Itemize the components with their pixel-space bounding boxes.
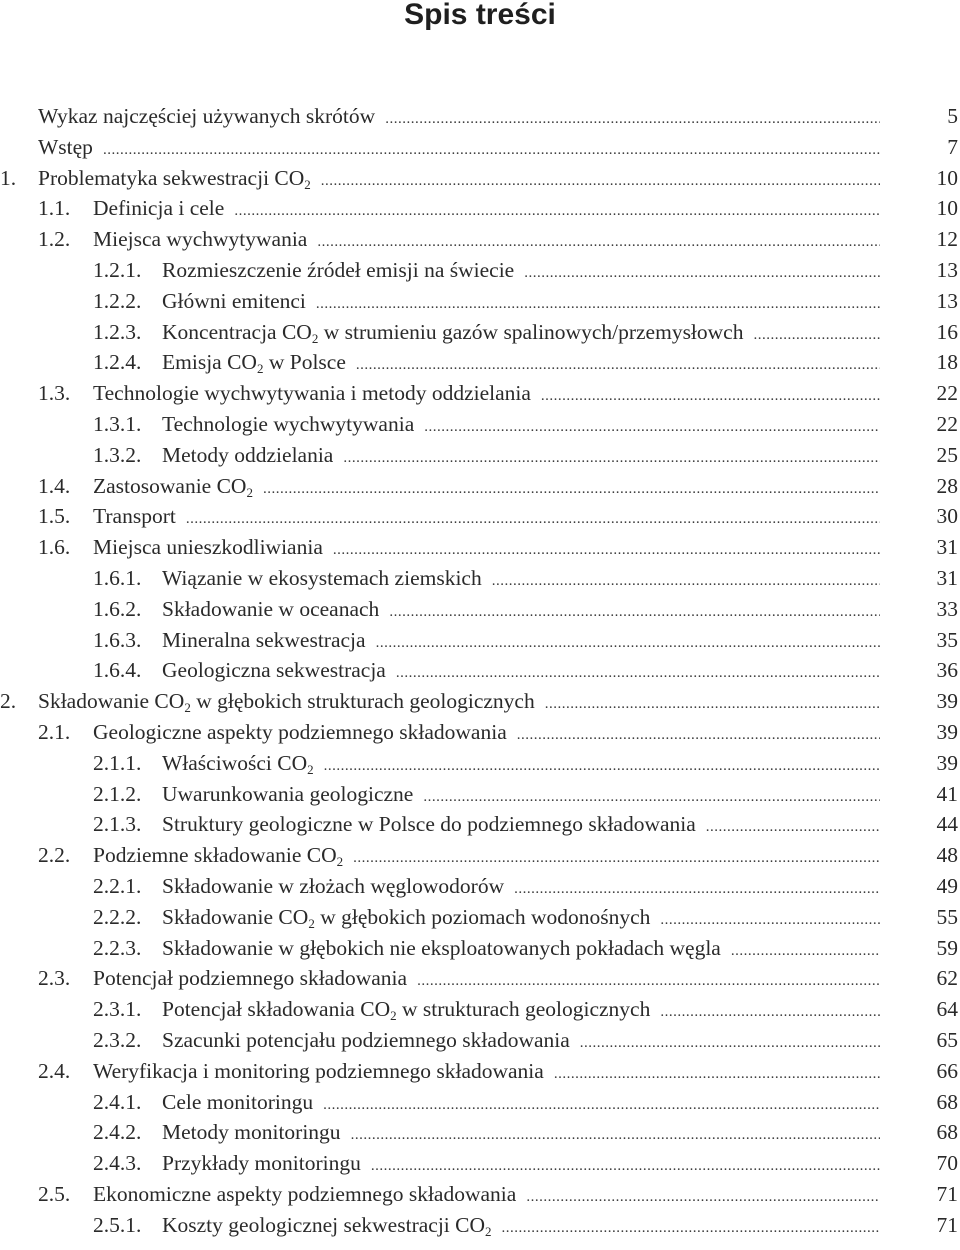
toc-entry-leader [93,471,880,505]
toc-entry [0,1179,960,1210]
toc-entry-leader [162,1025,880,1059]
toc-entry-title-text: Miejsca wychwytywania [93,227,308,252]
toc-entry-leader [162,1210,880,1244]
toc-entry-page-number: 70 [936,1151,958,1176]
toc-entry-leader [38,686,880,720]
toc-entry-page-number: 13 [936,257,958,282]
toc-entry-number: 1.1. [38,196,71,221]
toc-entry-title [93,224,307,255]
dot-leader [502,1213,880,1244]
toc-entry [0,532,960,563]
toc-entry-number: 1.4. [38,473,71,498]
toc-entry-title-text: Wykaz najczęściej używanych skrótów [38,104,376,128]
toc-entry-title [162,748,314,779]
dot-leader [706,812,880,843]
toc-entry-title [162,625,366,656]
toc-entry-title [162,1210,492,1241]
toc-entry [0,809,960,840]
toc-entry-leader [162,655,880,689]
toc-entry-leader [162,286,880,320]
toc-entry-page-number: 10 [936,165,958,190]
toc-entry-title [162,1148,361,1179]
toc-entry-page-number: 31 [936,535,958,560]
toc-entry [0,378,960,409]
toc-entry-title [162,1087,313,1118]
dot-leader [323,1090,880,1121]
toc-entry-title-text: Miejsca unieszkodliwiania [93,535,323,560]
toc-entry-title-text: Technologie wychwytywania i metody oddzielania [93,381,531,406]
toc-entry-leader [162,748,880,782]
toc-entry-leader [162,809,880,843]
subscript: 2 [184,700,191,716]
toc-entry [0,994,960,1025]
toc-entry-title-tail: w strukturach geologicznych [396,997,651,1022]
toc-entry-title-text: Uwarunkowania geologiczne [162,781,414,806]
toc-entry-title-text: Mineralna sekwestracja [162,627,366,652]
dot-leader [524,258,880,289]
dot-leader [263,474,880,505]
toc-entry-title-text: Geologiczna sekwestracja [162,658,386,683]
toc-entry [0,655,960,686]
toc-entry-title-text: Właściwości CO [162,750,308,775]
toc-entry-title [162,871,504,902]
toc-entry-number: 2.1.3. [93,812,142,837]
toc-entry-page-number: 64 [936,997,958,1022]
toc-entry-page-number: 71 [936,1181,958,1206]
toc-entry-title [162,317,743,348]
toc-entry-title-text: Koncentracja CO [162,319,312,344]
toc-entry-title-text: Technologie wychwytywania [162,411,415,436]
toc-entry-number: 1.6.1. [93,565,142,590]
toc-entry-page-number: 49 [936,873,958,898]
dot-leader [423,782,880,813]
toc-entry-title [162,563,482,594]
toc-entry-number: 2.5.1. [93,1212,142,1237]
toc-entry-title-text: Problematyka sekwestracji CO [38,165,305,190]
toc-entry-title-text: Zastosowanie CO [93,473,247,498]
toc-entry-title [93,193,224,224]
toc-entry-number: 2.3. [38,966,71,991]
subscript: 2 [485,1223,492,1239]
toc-entry-number: 1.3.1. [93,411,142,436]
toc-entry-title [162,655,386,686]
toc-entry-leader [162,994,880,1028]
dot-leader [234,196,880,227]
toc-entry-title [93,471,253,502]
toc-entry-page-number: 44 [936,812,958,837]
toc-entry-leader [93,532,880,566]
toc-entry-title-tail: w głębokich poziomach wodonośnych [314,904,651,929]
toc-entry-page-number: 65 [936,1027,958,1052]
toc-entry-title-text: Struktury geologiczne w Polsce do podziemnego składowania [162,812,696,837]
toc-entry-number: 1.6.4. [93,658,142,683]
subscript: 2 [307,761,314,777]
toc-entry [0,317,960,348]
toc-entry-title-text: Składowanie w złożach węglowodorów [162,873,505,898]
toc-entry [0,748,960,779]
dot-leader [492,566,880,597]
toc-entry-leader [162,347,880,381]
toc-entry [0,902,960,933]
toc-entry-page-number: 68 [936,1089,958,1114]
toc-entry-number: 1.2.4. [93,350,142,375]
toc-entry-page-number: 22 [936,381,958,406]
dot-leader [333,535,880,566]
dot-leader [554,1059,880,1090]
table-of-contents [0,101,960,1240]
dot-leader [580,1028,880,1059]
toc-entry-page-number: 28 [936,473,958,498]
dot-leader [514,874,880,905]
toc-entry-leader [162,440,880,474]
toc-entry [0,163,960,194]
page-title: Spis treści [404,0,556,31]
dot-leader [731,936,880,967]
toc-entry-title [162,255,514,286]
toc-entry-leader [38,101,880,135]
toc-entry-title-text: Składowanie CO [162,904,309,929]
toc-entry-title [162,1117,341,1148]
toc-entry-title [162,779,413,810]
toc-entry-title [93,378,531,409]
toc-entry-number: 1.6.3. [93,627,142,652]
toc-entry-leader [93,1056,880,1090]
toc-entry-title [38,132,93,163]
toc-entry-title-tail: w strumieniu gazów spalinowych/przemysłowch [318,319,744,344]
toc-entry-title-tail: w głębokich strukturach geologicznych [190,689,535,714]
dot-leader [353,843,880,874]
toc-entry-page-number: 55 [936,904,958,929]
dot-leader [396,658,880,689]
toc-entry-page-number: 18 [936,350,958,375]
toc-entry-number: 1.6. [38,535,71,560]
toc-entry [0,193,960,224]
toc-entry-leader [93,193,880,227]
toc-entry-title [162,286,306,317]
toc-entry-title [162,809,696,840]
toc-entry-number: 2.4.3. [93,1151,142,1176]
toc-entry [0,1148,960,1179]
toc-entry-number: 2.4. [38,1058,71,1083]
toc-entry-leader [162,933,880,967]
toc-entry-number: 2.4.2. [93,1120,142,1145]
toc-entry-number: 2.1.1. [93,750,142,775]
toc-entry-page-number: 68 [936,1120,958,1145]
toc-entry-title [93,717,507,748]
toc-entry-leader [162,1117,880,1151]
dot-leader [351,1120,880,1151]
toc-entry-title-text: Składowanie w oceanach [162,596,380,621]
toc-entry-title-text: Metody oddzielania [162,442,334,467]
toc-entry-number: 2.1.2. [93,781,142,806]
toc-entry [0,717,960,748]
toc-entry-title-text: Wstęp [38,134,93,159]
toc-entry-leader [162,563,880,597]
toc-entry-title [93,532,323,563]
toc-entry-page-number: 10 [936,196,958,221]
toc-entry-number: 1.6.2. [93,596,142,621]
toc-entry-title [38,686,535,717]
toc-entry-title-text: Rozmieszczenie źródeł emisji na świecie [162,257,515,282]
toc-entry-number: 2.2.3. [93,935,142,960]
toc-entry [0,1056,960,1087]
toc-entry-page-number: 66 [936,1058,958,1083]
toc-entry [0,286,960,317]
toc-entry-page-number: 48 [936,843,958,868]
toc-entry-page-number: 16 [936,319,958,344]
toc-entry-title [162,902,650,933]
dot-leader [371,1151,880,1182]
toc-entry-leader [93,717,880,751]
toc-entry-title-text: Przykłady monitoringu [162,1151,361,1176]
subscript: 2 [246,484,253,500]
toc-entry-title-text: Cele monitoringu [162,1089,314,1114]
toc-entry-page-number: 5 [947,104,958,128]
toc-entry-number: 2.4.1. [93,1089,142,1114]
toc-entry-leader [162,317,880,351]
toc-entry-page-number: 59 [936,935,958,960]
toc-entry-leader [162,902,880,936]
toc-entry-leader [93,840,880,874]
toc-entry-number: 2.1. [38,719,71,744]
toc-entry-number: 1.2.3. [93,319,142,344]
toc-entry-title-text: Definicja i cele [93,196,225,221]
toc-entry-leader [162,625,880,659]
toc-entry [0,686,960,717]
toc-entry-number: 2.2.1. [93,873,142,898]
toc-entry-number: 1.5. [38,504,71,529]
toc-entry-number: 1. [0,165,17,190]
toc-entry [0,1117,960,1148]
toc-entry [0,840,960,871]
toc-entry-leader [93,1179,880,1213]
toc-entry [0,563,960,594]
toc-entry-title [162,933,721,964]
toc-entry-title-text: Składowanie w głębokich nie eksploatowanych pokładach węgla [162,935,721,960]
toc-entry [0,132,960,163]
toc-entry [0,101,960,132]
toc-entry-leader [93,224,880,258]
toc-entry-number: 1.2. [38,227,71,252]
dot-leader [385,104,880,135]
toc-entry-page-number: 39 [936,750,958,775]
toc-entry-leader [38,132,880,166]
toc-entry-number: 1.2.1. [93,257,142,282]
toc-entry [0,440,960,471]
toc-entry-title [93,1179,516,1210]
toc-entry-title-text: Metody monitoringu [162,1120,341,1145]
dot-leader [660,997,880,1028]
toc-entry [0,1025,960,1056]
toc-entry-leader [93,378,880,412]
toc-entry-leader [38,163,880,197]
toc-entry-page-number: 31 [936,565,958,590]
dot-leader [389,597,880,628]
toc-entry-title-text: Szacunki potencjału podziemnego składowania [162,1027,570,1052]
subscript: 2 [304,176,311,192]
toc-entry-number: 2.2. [38,843,71,868]
dot-leader [526,1182,880,1213]
toc-entry-title-text: Potencjał podziemnego składowania [93,966,408,991]
toc-entry [0,501,960,532]
toc-entry-leader [93,501,880,535]
dot-leader [753,320,880,351]
dot-leader [321,166,880,197]
toc-entry-number: 2.5. [38,1181,71,1206]
toc-entry-title-text: Transport [93,504,176,529]
toc-entry-number: 1.3.2. [93,442,142,467]
toc-entry-leader [162,871,880,905]
toc-entry [0,871,960,902]
dot-leader [376,628,880,659]
dot-leader [103,135,880,166]
toc-entry [0,255,960,286]
toc-entry-number: 1.2.2. [93,288,142,313]
toc-entry-title-text: Wiązanie w ekosystemach ziemskich [162,565,482,590]
toc-entry [0,1210,960,1241]
toc-entry-title-text: Główni emitenci [162,288,306,313]
toc-entry-title-tail: w Polsce [263,350,346,375]
dot-leader [316,289,880,320]
toc-entry [0,224,960,255]
toc-entry-title-text: Weryfikacja i monitoring podziemnego składowania [93,1058,544,1083]
subscript: 2 [336,854,344,870]
toc-entry [0,409,960,440]
toc-entry-page-number: 41 [936,781,958,806]
toc-entry [0,347,960,378]
toc-entry-title-text: Emisja CO [162,350,257,375]
toc-entry-page-number: 22 [936,411,958,436]
toc-entry-page-number: 36 [936,658,958,683]
toc-entry-title-text: Potencjał składowania CO [162,997,391,1022]
toc-entry-page-number: 39 [936,719,958,744]
toc-entry-leader [162,779,880,813]
toc-entry-title-text: Geologiczne aspekty podziemnego składowania [93,719,507,744]
toc-entry [0,625,960,656]
toc-entry-leader [162,1087,880,1121]
toc-entry-page-number: 35 [936,627,958,652]
dot-leader [660,905,880,936]
toc-entry-page-number: 12 [936,227,958,252]
toc-entry-number: 2.3.1. [93,997,142,1022]
dot-leader [324,751,880,782]
toc-entry [0,594,960,625]
subscript: 2 [311,330,319,346]
toc-entry-number: 2.3.2. [93,1027,142,1052]
toc-entry-title-text: Koszty geologicznej sekwestracji CO [162,1212,486,1237]
dot-leader [424,412,880,443]
toc-entry [0,471,960,502]
toc-entry-title [93,963,407,994]
toc-entry-page-number: 71 [936,1212,958,1237]
toc-entry-leader [162,409,880,443]
toc-entry-leader [162,255,880,289]
toc-entry-page-number: 62 [936,966,958,991]
toc-entry [0,963,960,994]
toc-entry-title-text: Składowanie CO [38,689,185,714]
toc-entry-leader [162,594,880,628]
toc-entry-title [162,1025,570,1056]
toc-entry-title [38,101,375,132]
toc-entry-page-number: 13 [936,288,958,313]
toc-entry-title [93,501,176,532]
dot-leader [417,966,880,997]
toc-entry-title [162,994,650,1025]
toc-entry-number: 2. [0,689,17,714]
dot-leader [343,443,880,474]
toc-entry-number: 1.3. [38,381,71,406]
toc-entry [0,933,960,964]
subscript: 2 [308,915,315,931]
toc-entry-title [93,840,343,871]
toc-entry-title [93,1056,544,1087]
dot-leader [517,720,880,751]
toc-entry-title-text: Ekonomiczne aspekty podziemnego składowania [93,1181,517,1206]
toc-entry [0,1087,960,1118]
toc-entry-page-number: 33 [936,596,958,621]
subscript: 2 [256,361,264,377]
toc-entry-title-text: Podziemne składowanie CO [93,843,337,868]
dot-leader [545,689,880,720]
dot-leader [317,227,880,258]
dot-leader [186,504,880,535]
toc-entry-number: 2.2.2. [93,904,142,929]
toc-entry-leader [162,1148,880,1182]
toc-entry-page-number: 39 [936,689,958,714]
toc-entry-leader [93,963,880,997]
toc-entry-title [162,347,346,378]
toc-entry-title [162,409,414,440]
toc-entry [0,779,960,810]
toc-entry-title [38,163,311,194]
toc-entry-title [162,594,379,625]
dot-leader [541,381,880,412]
toc-entry-page-number: 7 [947,134,958,159]
toc-entry-page-number: 30 [936,504,958,529]
dot-leader [356,350,880,381]
subscript: 2 [390,1008,397,1024]
toc-entry-title [162,440,333,471]
toc-entry-page-number: 25 [936,442,958,467]
